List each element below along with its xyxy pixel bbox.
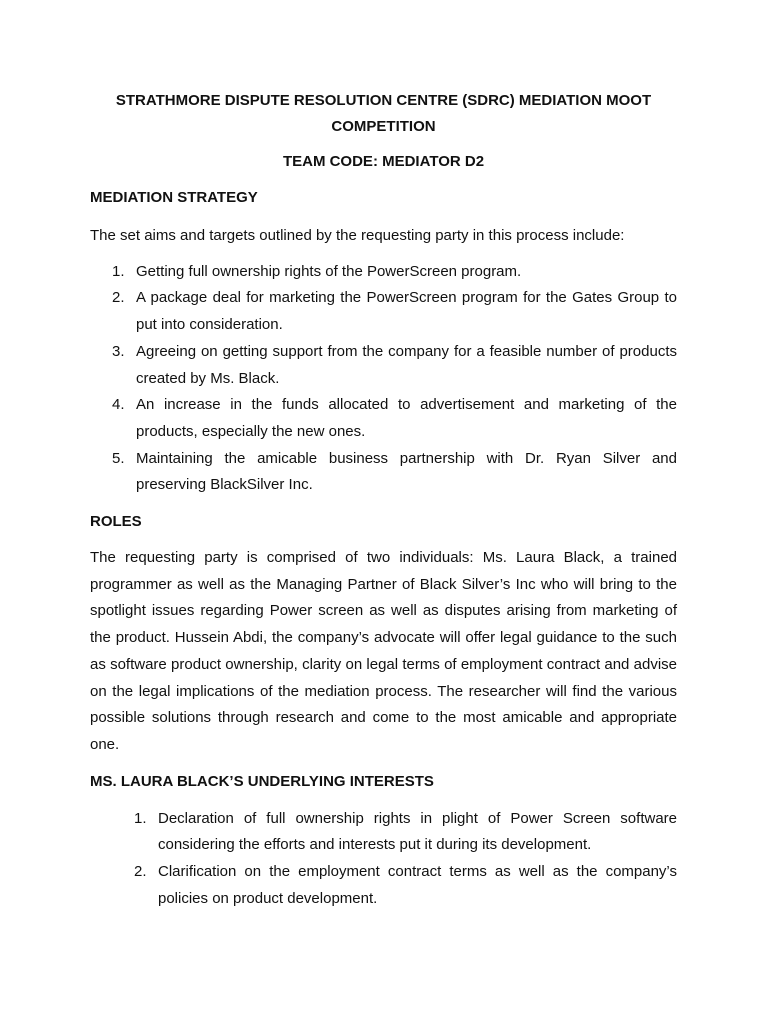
list-number: 5. — [112, 449, 125, 467]
list-item-text: Clarification on the employment contract terms as well as the company’s policies on product development. — [158, 863, 677, 907]
section-heading-roles: ROLES — [90, 513, 142, 531]
list-item-text: An increase in the funds allocated to advertisement and marketing of the products, especially the new ones. — [136, 396, 677, 440]
list-item — [90, 285, 677, 338]
document-page — [90, 88, 677, 912]
document-title: STRATHMORE DISPUTE RESOLUTION CENTRE (SDRC) MEDIATION MOOT COMPETITION — [115, 92, 652, 135]
list-number: 2. — [112, 289, 125, 307]
team-code: TEAM CODE: MEDIATOR D2 — [282, 153, 485, 170]
list-number: 4. — [112, 396, 125, 414]
list-number: 3. — [112, 342, 125, 360]
list-item — [90, 392, 677, 445]
list-item-text: Agreeing on getting support from the company for a feasible number of products created by Ms. Black. — [136, 342, 677, 387]
list-item — [90, 339, 677, 392]
section-heading-mediation-strategy: MEDIATION STRATEGY — [90, 189, 258, 206]
list-item-text: Getting full ownership rights of the PowerScreen program. — [136, 262, 522, 280]
section-heading-underlying-interests: MS. LAURA BLACK’S UNDERLYING INTERESTS — [90, 772, 434, 790]
interests-list — [90, 806, 677, 913]
list-item — [90, 259, 677, 286]
list-number: 1. — [112, 262, 125, 280]
list-item — [90, 806, 677, 859]
strategy-intro: The set aims and targets outlined by the requesting party in this process include: — [90, 227, 625, 244]
strategy-list — [90, 259, 677, 499]
list-item-text: Maintaining the amicable business partnership with Dr. Ryan Silver and preserving BlackSilver Inc. — [136, 449, 677, 494]
list-item — [90, 859, 677, 912]
list-item — [90, 446, 677, 499]
list-number: 2. — [134, 863, 147, 881]
list-number: 1. — [134, 809, 147, 827]
roles-paragraph: The requesting party is comprised of two individuals: Ms. Laura Black, a trained programmer as well as the Managing Partner of Black Silver’s Inc who will bring to the spotlight issues regarding Power screen as well as disputes arising from marketing of the product. Hussein Abdi, the company’s advocate will offer legal guidance to the such as software product ownership, clarity on legal terms of employment contract and advise on the legal implications of the mediation process. The researcher will find the various possible solutions through research and come to the most amicable and appropriate one. — [90, 549, 677, 753]
list-item-text: Declaration of full ownership rights in plight of Power Screen software considering the efforts and interests put it during its development. — [158, 809, 677, 854]
list-item-text: A package deal for marketing the PowerScreen program for the Gates Group to put into consideration. — [136, 289, 677, 334]
